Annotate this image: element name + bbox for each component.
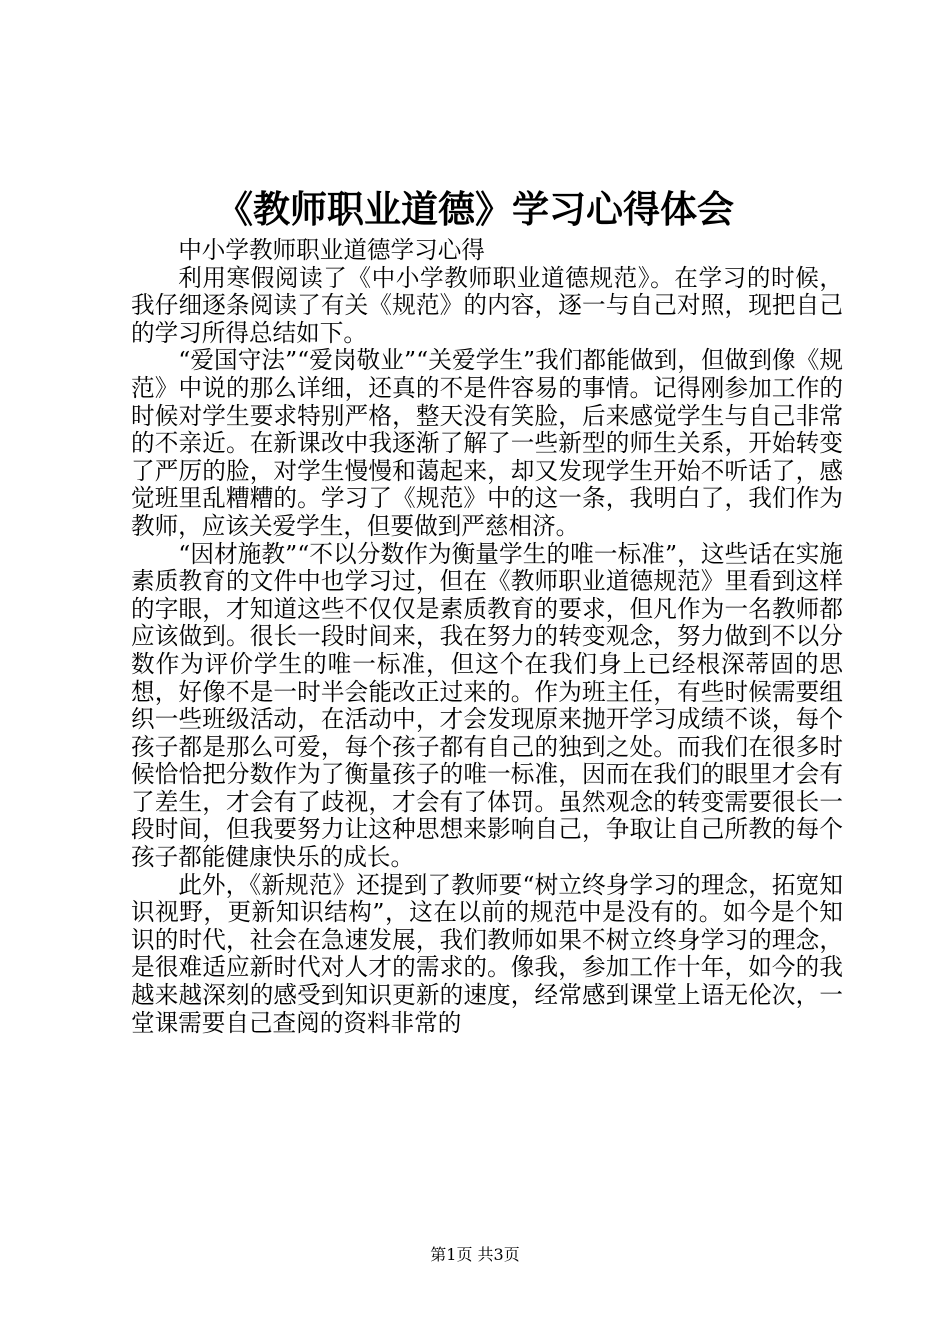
paragraph-care-students: “爱国守法”“爱岗敬业”“关爱学生”我们都能做到，但做到像《规范》中说的那么详细，还真的不是件容易的事情。记得刚参加工作的时候对学生要求特别严格，整天没有笑脸，后来感觉学生与自己非常的不亲近。在新课改中我逐渐了解了一些新型的师生关系，开始转变了严厉的脸，对学生慢慢和蔼起来，却又发现学生开始不听话了，感觉班里乱糟糟的。学习了《规范》中的这一条，我明白了，我们作为教师，应该关爱学生，但要做到严慈相济。: [131, 346, 843, 540]
document-body: [131, 237, 843, 1037]
paragraph-intro: 利用寒假阅读了《中小学教师职业道德规范》。在学习的时候，我仔细逐条阅读了有关《规范》的内容，逐一与自己对照，现把自己的学习所得总结如下。: [131, 263, 843, 347]
document-title: 《教师职业道德》学习心得体会: [216, 188, 734, 231]
paragraph-teaching-by-aptitude: “因材施教”“不以分数作为衡量学生的唯一标准”，这些话在实施素质教育的文件中也学习过，但在《教师职业道德规范》里看到这样的字眼，才知道这些不仅仅是素质教育的要求，但凡作为一名教师都应该做到。很长一段时间来，我在努力的转变观念，努力做到不以分数作为评价学生的唯一标准，但这个在我们身上已经根深蒂固的思想，好像不是一时半会能改正过来的。作为班主任，有些时候需要组织一些班级活动，在活动中，才会发现原来抛开学习成绩不谈，每个孩子都是那么可爱，每个孩子都有自己的独到之处。而我们在很多时候恰恰把分数作为了衡量孩子的唯一标准，因而在我们的眼里才会有了差生，才会有了歧视，才会有了体罚。虽然观念的转变需要很长一段时间，但我要努力让这种思想来影响自己，争取让自己所教的每个孩子都能健康快乐的成长。: [131, 539, 843, 872]
paragraph-lifelong-learning: 此外，《新规范》还提到了教师要“树立终身学习的理念，拓宽知识视野，更新知识结构”，这在以前的规范中是没有的。如今是个知识的时代，社会在急速发展，我们教师如果不树立终身学习的理念，是很难适应新时代对人才的需求的。像我，参加工作十年，如今的我越来越深刻的感受到知识更新的速度，经常感到课堂上语无伦次，一堂课需要自己查阅的资料非常的: [131, 870, 843, 1037]
page-number-footer: 第1页 共3页: [430, 1245, 520, 1264]
paragraph-subtitle: 中小学教师职业道德学习心得: [178, 236, 485, 264]
